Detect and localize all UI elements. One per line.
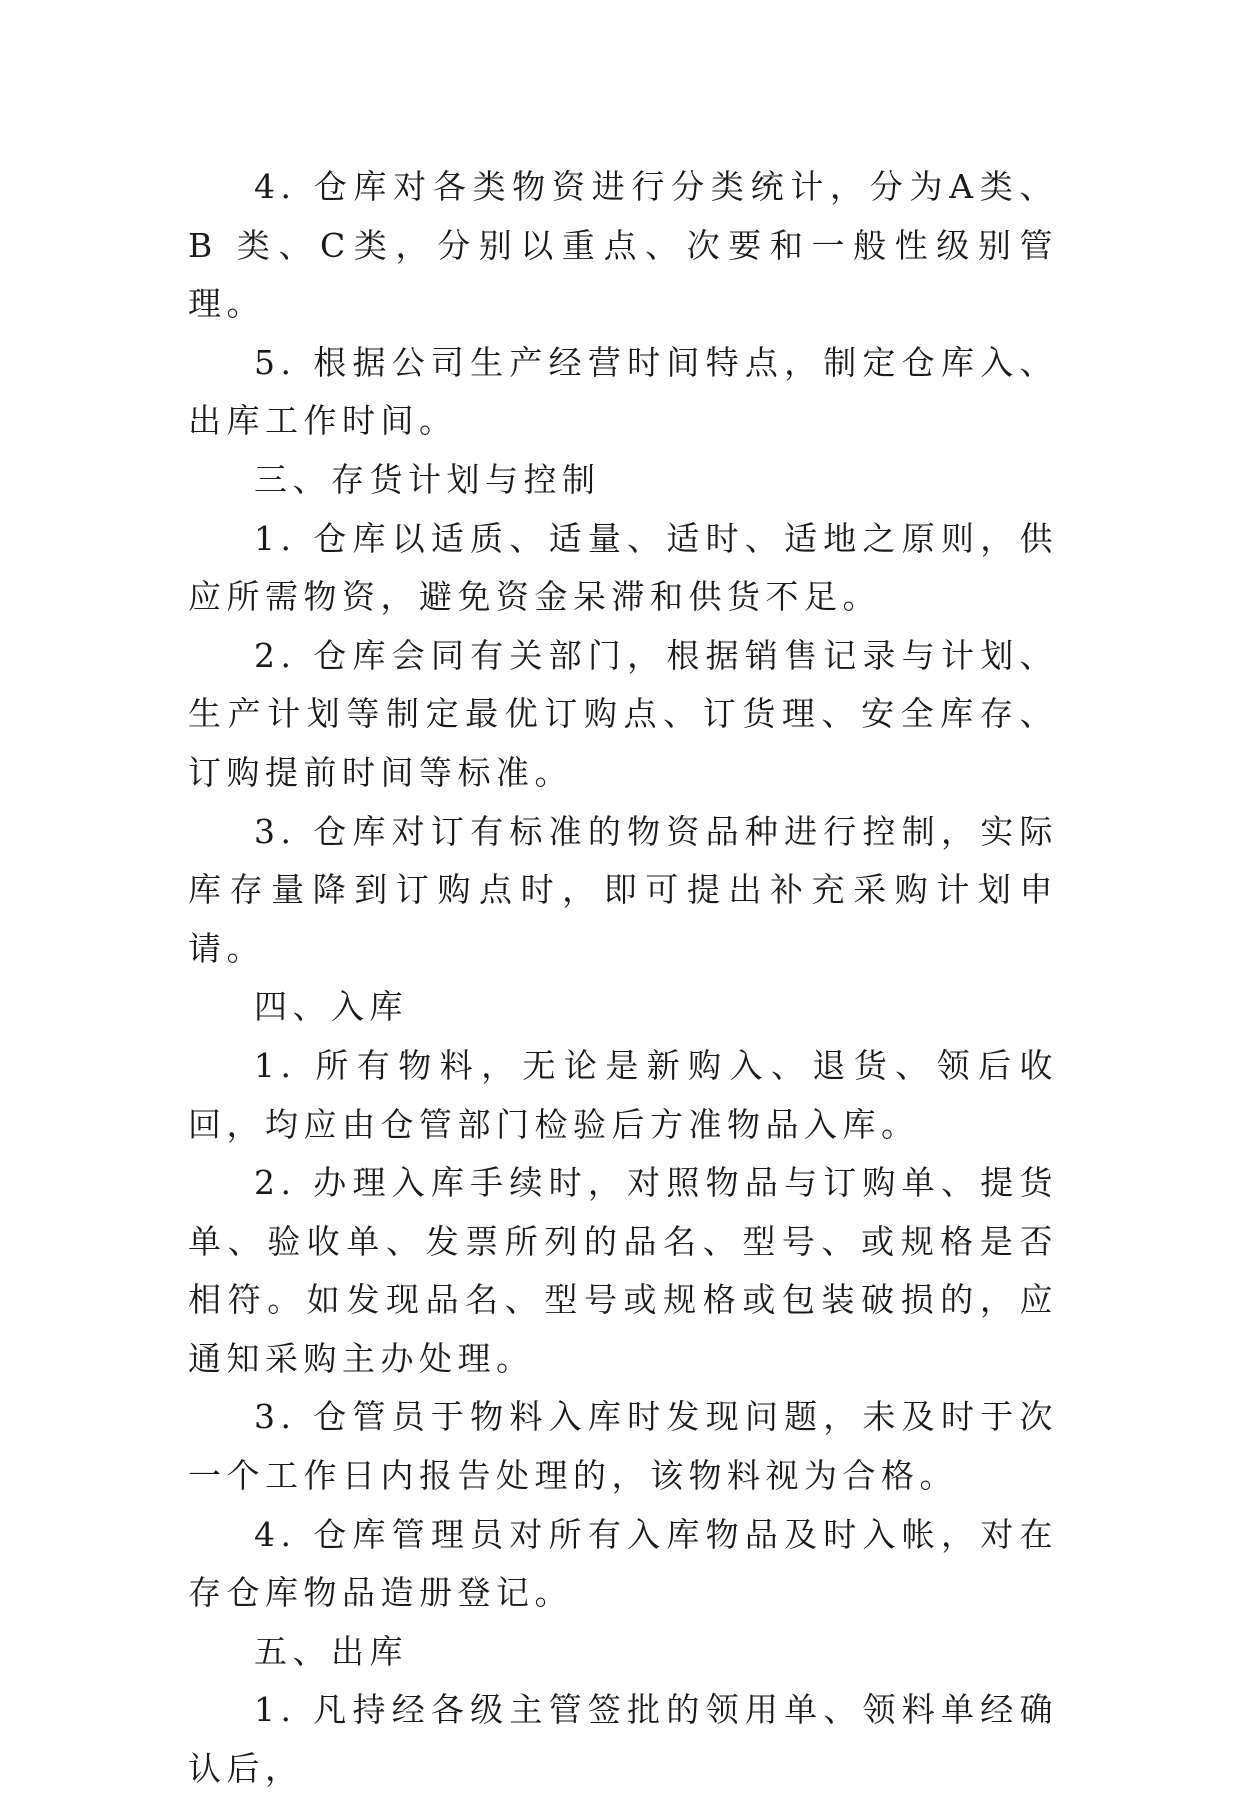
paragraph-inbound-registration: 4. 仓库管理员对所有入库物品及时入帐，对在存仓库物品造册登记。	[188, 1514, 1058, 1613]
paragraph-item-5-working-hours: 5. 根据公司生产经营时间特点，制定仓库入、出库工作时间。	[188, 342, 1058, 441]
paragraph-item-4-classification: 4. 仓库对各类物资进行分类统计，分为A类、B 类、C类，分别以重点、次要和一般性级别管理。	[188, 167, 1058, 324]
section-heading-inbound: 四、入库	[254, 987, 408, 1027]
paragraph-outbound-approval: 1. 凡持经各级主管签批的领用单、领料单经确认后，	[188, 1690, 1058, 1789]
section-heading-inventory-planning: 三、存货计划与控制	[254, 459, 601, 499]
paragraph-inbound-procedures: 2. 办理入库手续时，对照物品与订购单、提货单、验收单、发票所列的品名、型号、或规格是否相符。如发现品名、型号或规格或包装破损的，应通知采购主办处理。	[188, 1163, 1058, 1378]
paragraph-inbound-inspection: 1. 所有物料，无论是新购入、退货、领后收回，均应由仓管部门检验后方准物品入库。	[188, 1045, 1058, 1144]
paragraph-inventory-standards: 2. 仓库会同有关部门，根据销售记录与计划、生产计划等制定最优订购点、订货理、安全库存、订购提前时间等标准。	[188, 635, 1058, 792]
paragraph-inventory-control: 3. 仓库对订有标准的物资品种进行控制，实际库存量降到订购点时，即可提出补充采购计划申请。	[188, 811, 1058, 968]
section-heading-outbound: 五、出库	[254, 1631, 408, 1671]
paragraph-inventory-principle: 1. 仓库以适质、适量、适时、适地之原则，供应所需物资，避免资金呆滞和供货不足。	[188, 518, 1058, 617]
document-body	[188, 158, 1058, 1799]
paragraph-inbound-issue-reporting: 3. 仓管员于物料入库时发现问题，未及时于次一个工作日内报告处理的，该物料视为合格。	[188, 1397, 1058, 1496]
